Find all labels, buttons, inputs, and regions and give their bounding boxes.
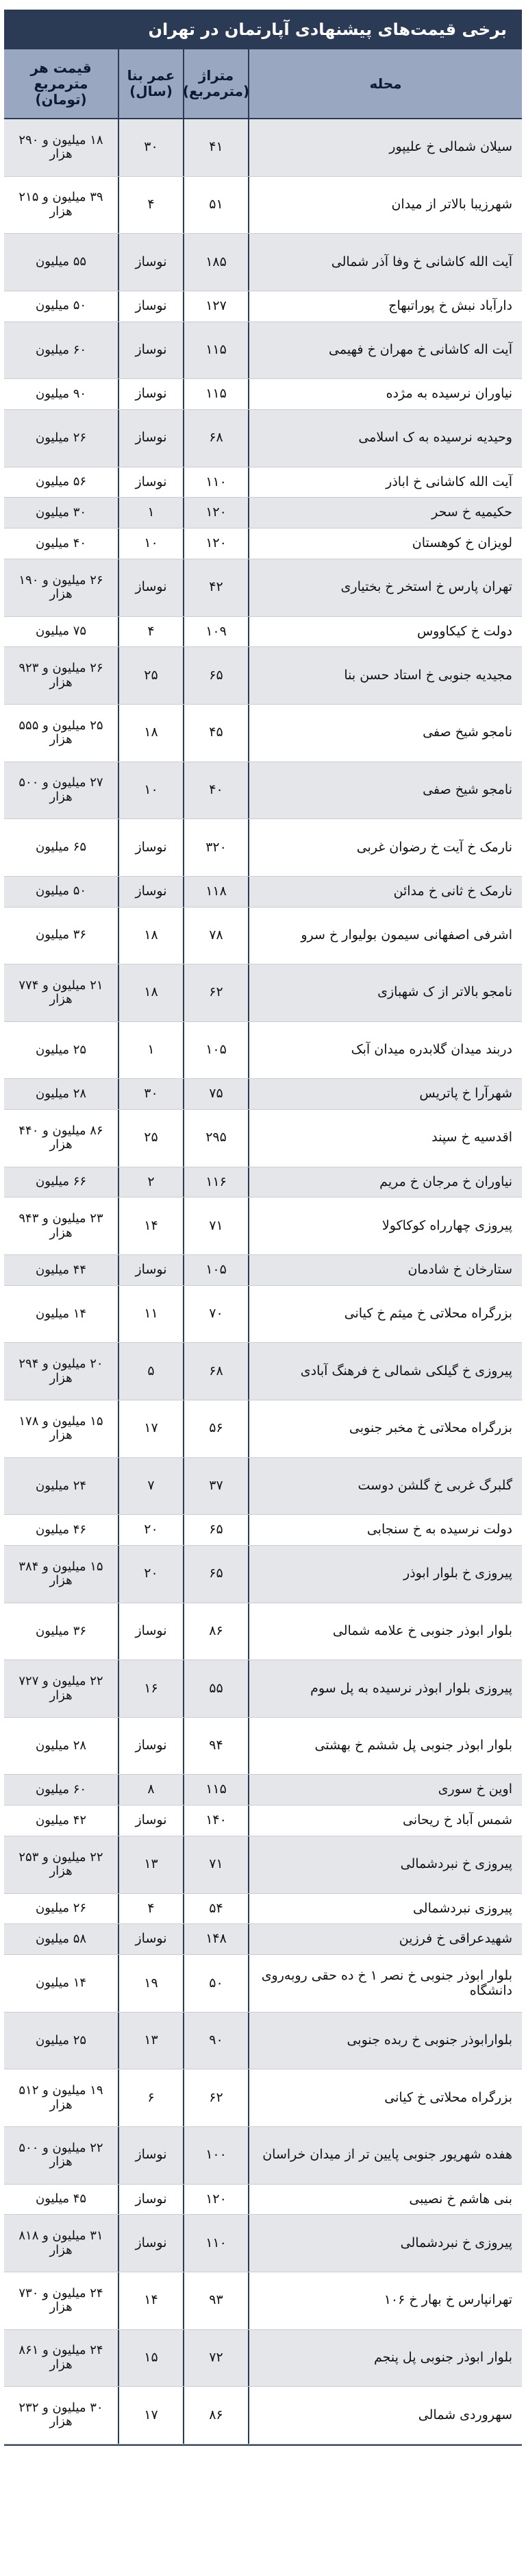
price-cell: ۴۶ میلیون	[35, 1522, 87, 1537]
age-cell: نوساز	[118, 2215, 183, 2272]
table-row	[4, 617, 522, 648]
age-cell: ۱	[118, 1022, 183, 1079]
area-cell: شهرزیبا بالاتر از میدان	[248, 177, 522, 234]
price-cell: ۳۹ میلیون و ۲۱۵ هزار	[18, 190, 103, 219]
price-cell: ۲۵ میلیون	[35, 2032, 87, 2048]
table-row	[4, 1806, 522, 1836]
area-cell: نامجو شیخ صفی	[248, 705, 522, 762]
price-cell: ۲۴ میلیون و ۷۳۰ هزار	[18, 2285, 103, 2315]
area-cell: نارمک خ ثانی خ مدائن	[248, 877, 522, 907]
table-row	[4, 2387, 522, 2444]
age-cell: ۱۷	[118, 2387, 183, 2444]
size-cell: ۸۶	[183, 1603, 248, 1660]
area-cell: دولت خ کیکاووس	[248, 617, 522, 647]
area-cell: تهران پارس خ استخر خ بختیاری	[248, 559, 522, 616]
size-cell: ۱۸۵	[183, 234, 248, 291]
area-cell: حکیمیه خ سحر	[248, 498, 522, 528]
size-cell: ۶۵	[183, 1546, 248, 1603]
size-cell: ۱۱۵	[183, 1775, 248, 1805]
area-cell: پیروزی نبردشمالی	[248, 1894, 522, 1924]
price-cell: ۵۶ میلیون	[35, 474, 87, 489]
area-cell: آیت الله کاشانی خ اباذر	[248, 467, 522, 498]
header-area: محله	[248, 49, 522, 118]
price-cell: ۲۴ میلیون و ۸۶۱ هزار	[18, 2343, 103, 2372]
table-row	[4, 1660, 522, 1718]
table-row	[4, 1546, 522, 1603]
area-cell: بلوار ابوذر جنوبی پل پنجم	[248, 2330, 522, 2387]
size-cell: ۱۰۰	[183, 2127, 248, 2184]
table-row	[4, 528, 522, 559]
price-cell: ۵۸ میلیون	[35, 1931, 87, 1946]
size-cell: ۶۲	[183, 2069, 248, 2126]
table-row	[4, 2013, 522, 2070]
table-row	[4, 1343, 522, 1400]
age-cell: ۶	[118, 2069, 183, 2126]
area-cell: شمس آباد خ ریحانی	[248, 1806, 522, 1836]
area-cell: نامجو بالاتر از ک شهبازی	[248, 964, 522, 1021]
size-cell: ۶۵	[183, 647, 248, 704]
size-cell: ۹۴	[183, 1718, 248, 1775]
age-cell: ۲۵	[118, 647, 183, 704]
price-cell: ۹۰ میلیون	[35, 386, 87, 401]
table-row	[4, 2069, 522, 2127]
table-row	[4, 498, 522, 528]
area-cell: هفده شهریور جنوبی پایین تر از میدان خراسان	[248, 2127, 522, 2184]
size-cell: ۱۱۰	[183, 2215, 248, 2272]
age-cell: نوساز	[118, 379, 183, 409]
area-cell: مجیدیه جنوبی خ استاد حسن بنا	[248, 647, 522, 704]
size-cell: ۳۲۰	[183, 819, 248, 876]
price-cell: ۵۰ میلیون	[35, 884, 87, 899]
age-cell: نوساز	[118, 234, 183, 291]
table-row	[4, 467, 522, 498]
price-cell: ۳۰ میلیون و ۲۳۲ هزار	[18, 2400, 103, 2429]
size-cell: ۱۲۰	[183, 498, 248, 528]
area-cell: بلوار ابوذر جنوبی پل ششم خ بهشتی	[248, 1718, 522, 1775]
table-row	[4, 2272, 522, 2330]
size-cell: ۴۲	[183, 559, 248, 616]
price-cell: ۵۰ میلیون	[35, 298, 87, 313]
price-cell: ۳۶ میلیون	[35, 927, 87, 943]
table-header	[4, 49, 522, 119]
age-cell: ۴	[118, 617, 183, 647]
area-cell: پیروزی خ نبردشمالی	[248, 2215, 522, 2272]
area-cell: بلوار ابوذر جنوبی خ نصر ۱ خ ده حقی روبه‌روی دانشگاه	[248, 1955, 522, 2012]
table-row	[4, 1603, 522, 1661]
size-cell: ۷۱	[183, 1836, 248, 1893]
price-cell: ۷۵ میلیون	[35, 624, 87, 639]
table-body	[4, 119, 522, 2446]
size-cell: ۹۰	[183, 2013, 248, 2069]
age-cell: نوساز	[118, 2127, 183, 2184]
table-row	[4, 1022, 522, 1080]
price-cell: ۲۷ میلیون و ۵۰۰ هزار	[18, 775, 103, 804]
size-cell: ۱۰۹	[183, 617, 248, 647]
age-cell: ۲۰	[118, 1546, 183, 1603]
header-price: قیمت هر مترمربع (تومان)	[30, 59, 92, 108]
age-cell: نوساز	[118, 322, 183, 379]
area-cell: تهرانپارس خ بهار خ ۱۰۶	[248, 2272, 522, 2329]
table-row	[4, 2127, 522, 2185]
price-cell: ۶۶ میلیون	[35, 1174, 87, 1189]
area-cell: نیاوران نرسیده به مژده	[248, 379, 522, 409]
price-cell: ۶۰ میلیون	[35, 1782, 87, 1797]
table-row	[4, 819, 522, 877]
price-cell: ۱۹ میلیون و ۵۱۲ هزار	[18, 2083, 103, 2112]
table-row	[4, 964, 522, 1022]
area-cell: وحیدیه نرسیده به ک اسلامی	[248, 410, 522, 467]
area-cell: شهرآرا خ پاتریس	[248, 1079, 522, 1109]
size-cell: ۷۵	[183, 1079, 248, 1109]
size-cell: ۴۱	[183, 119, 248, 176]
price-cell: ۳۱ میلیون و ۸۱۸ هزار	[18, 2228, 103, 2257]
area-cell: دولت نرسیده به خ سنجابی	[248, 1515, 522, 1545]
table-row	[4, 1110, 522, 1167]
size-cell: ۱۲۰	[183, 2185, 248, 2215]
price-cell: ۶۰ میلیون	[35, 342, 87, 357]
area-cell: نامجو شیخ صفی	[248, 762, 522, 819]
age-cell: ۱۸	[118, 908, 183, 964]
area-cell: سهروردی شمالی	[248, 2387, 522, 2444]
size-cell: ۱۰۵	[183, 1255, 248, 1285]
age-cell: ۱۷	[118, 1400, 183, 1457]
age-cell: نوساز	[118, 877, 183, 907]
area-cell: آیت اله کاشانی خ مهران خ فهیمی	[248, 322, 522, 379]
area-cell: بنی هاشم خ نصیبی	[248, 2185, 522, 2215]
size-cell: ۵۶	[183, 1400, 248, 1457]
age-cell: ۱۰	[118, 762, 183, 819]
price-cell: ۳۶ میلیون	[35, 1623, 87, 1638]
area-cell: بزرگراه محلاتی خ کیانی	[248, 2069, 522, 2126]
area-cell: سیلان شمالی خ علیپور	[248, 119, 522, 176]
age-cell: نوساز	[118, 559, 183, 616]
price-cell: ۲۶ میلیون	[35, 430, 87, 445]
table-row	[4, 177, 522, 234]
size-cell: ۱۴۸	[183, 1924, 248, 1954]
area-cell: اقدسیه خ سپند	[248, 1110, 522, 1167]
price-cell: ۲۱ میلیون و ۷۷۴ هزار	[18, 977, 103, 1007]
table-row	[4, 291, 522, 322]
area-cell: پیروزی بلوار ابوذر نرسیده به پل سوم	[248, 1660, 522, 1717]
table-row	[4, 410, 522, 467]
table-row	[4, 1079, 522, 1110]
area-cell: نارمک خ آیت خ رضوان غربی	[248, 819, 522, 876]
size-cell: ۸۶	[183, 2387, 248, 2444]
table-title: برخی قیمت‌های پیشنهادی آپارتمان در تهران	[4, 10, 522, 49]
area-cell: دربند میدان گلابدره میدان آبک	[248, 1022, 522, 1079]
size-cell: ۶۸	[183, 410, 248, 467]
age-cell: ۱۸	[118, 964, 183, 1021]
price-cell: ۴۵ میلیون	[35, 2191, 87, 2207]
size-cell: ۷۲	[183, 2330, 248, 2387]
price-cell: ۴۰ میلیون	[35, 535, 87, 550]
area-cell: لویزان خ کوهستان	[248, 528, 522, 559]
table-row	[4, 1718, 522, 1775]
table-row	[4, 705, 522, 762]
price-cell: ۲۵ میلیون	[35, 1042, 87, 1057]
age-cell: ۱۴	[118, 1198, 183, 1254]
table-row	[4, 379, 522, 410]
table-row	[4, 559, 522, 617]
age-cell: ۳۰	[118, 1079, 183, 1109]
price-cell: ۶۵ میلیون	[35, 840, 87, 855]
age-cell: نوساز	[118, 467, 183, 498]
size-cell: ۱۱۶	[183, 1167, 248, 1198]
age-cell: نوساز	[118, 819, 183, 876]
table-row	[4, 1400, 522, 1458]
age-cell: ۳۰	[118, 119, 183, 176]
age-cell: ۸	[118, 1775, 183, 1805]
size-cell: ۵۵	[183, 1660, 248, 1717]
area-cell: آیت الله کاشانی خ وفا آذر شمالی	[248, 234, 522, 291]
table-row	[4, 1286, 522, 1344]
table-row	[4, 1775, 522, 1806]
table-row	[4, 1955, 522, 2013]
area-cell: دارآباد نبش خ پوراتبهاج	[248, 291, 522, 321]
area-cell: اوین خ سوری	[248, 1775, 522, 1805]
age-cell: ۵	[118, 1343, 183, 1400]
age-cell: ۱۳	[118, 1836, 183, 1893]
age-cell: ۱۳	[118, 2013, 183, 2069]
price-cell: ۲۸ میلیون	[35, 1738, 87, 1753]
table-row	[4, 1167, 522, 1198]
area-cell: پیروزی خ نبردشمالی	[248, 1836, 522, 1893]
size-cell: ۶۵	[183, 1515, 248, 1545]
age-cell: نوساز	[118, 1718, 183, 1775]
price-cell: ۲۲ میلیون و ۵۰۰ هزار	[18, 2140, 103, 2170]
price-cell: ۱۵ میلیون و ۳۸۴ هزار	[18, 1559, 103, 1588]
size-cell: ۱۰۵	[183, 1022, 248, 1079]
area-cell: بلوار ابوذر جنوبی خ علامه شمالی	[248, 1603, 522, 1660]
price-cell: ۵۵ میلیون	[35, 254, 87, 269]
price-cell: ۲۶ میلیون	[35, 1901, 87, 1916]
table-row	[4, 234, 522, 291]
price-cell: ۲۶ میلیون و ۹۲۳ هزار	[18, 660, 103, 690]
size-cell: ۴۵	[183, 705, 248, 762]
price-cell: ۲۲ میلیون و ۷۲۷ هزار	[18, 1673, 103, 1703]
size-cell: ۱۱۵	[183, 379, 248, 409]
table-row	[4, 1198, 522, 1255]
price-cell: ۲۵ میلیون و ۵۵۵ هزار	[18, 718, 103, 747]
size-cell: ۵۱	[183, 177, 248, 234]
size-cell: ۷۸	[183, 908, 248, 964]
age-cell: نوساز	[118, 1924, 183, 1954]
size-cell: ۱۱۵	[183, 322, 248, 379]
age-cell: ۲۰	[118, 1515, 183, 1545]
table-row	[4, 1515, 522, 1546]
table-row	[4, 1894, 522, 1925]
area-cell: نیاوران خ مرجان خ مریم	[248, 1167, 522, 1198]
area-cell: اشرفی اصفهانی سیمون بولیوار خ سرو	[248, 908, 522, 964]
size-cell: ۳۷	[183, 1458, 248, 1515]
area-cell: گلبرگ غربی خ گلشن دوست	[248, 1458, 522, 1515]
table-row	[4, 2330, 522, 2387]
age-cell: نوساز	[118, 1255, 183, 1285]
price-cell: ۲۲ میلیون و ۲۵۳ هزار	[18, 1849, 103, 1879]
age-cell: نوساز	[118, 1806, 183, 1836]
area-cell: شهیدعراقی خ فرزین	[248, 1924, 522, 1954]
price-cell: ۲۶ میلیون و ۱۹۰ هزار	[18, 572, 103, 602]
price-cell: ۲۴ میلیون	[35, 1478, 87, 1493]
price-cell: ۳۰ میلیون	[35, 505, 87, 520]
price-cell: ۲۰ میلیون و ۲۹۴ هزار	[18, 1357, 103, 1385]
header-age: عمر بنا (سال)	[118, 49, 183, 118]
area-cell: بزرگراه محلاتی خ مخبر جنوبی	[248, 1400, 522, 1457]
size-cell: ۵۰	[183, 1955, 248, 2012]
header-size: متراژ (مترمربع)	[183, 49, 248, 118]
size-cell: ۷۱	[183, 1198, 248, 1254]
table-row	[4, 1924, 522, 1955]
table-row	[4, 2215, 522, 2272]
price-cell: ۲۸ میلیون	[35, 1086, 87, 1101]
table-row	[4, 908, 522, 965]
age-cell: ۱۸	[118, 705, 183, 762]
age-cell: نوساز	[118, 410, 183, 467]
age-cell: نوساز	[118, 2185, 183, 2215]
table-row	[4, 877, 522, 908]
price-cell: ۱۵ میلیون و ۱۷۸ هزار	[18, 1413, 103, 1443]
age-cell: ۱	[118, 498, 183, 528]
age-cell: ۱۴	[118, 2272, 183, 2329]
table-row	[4, 1255, 522, 1286]
price-cell: ۱۸ میلیون و ۲۹۰ هزار	[18, 132, 103, 162]
age-cell: نوساز	[118, 291, 183, 321]
price-cell: ۴۴ میلیون	[35, 1262, 87, 1277]
size-cell: ۷۰	[183, 1286, 248, 1343]
size-cell: ۵۴	[183, 1894, 248, 1924]
age-cell: ۱۰	[118, 528, 183, 559]
age-cell: ۷	[118, 1458, 183, 1515]
age-cell: ۴	[118, 177, 183, 234]
age-cell: ۲	[118, 1167, 183, 1198]
table-row	[4, 2185, 522, 2215]
area-cell: ستارخان خ شادمان	[248, 1255, 522, 1285]
table-row	[4, 647, 522, 705]
table-row	[4, 1458, 522, 1516]
area-cell: پیروزی چهارراه کوکاکولا	[248, 1198, 522, 1254]
price-cell: ۴۲ میلیون	[35, 1812, 87, 1827]
size-cell: ۹۳	[183, 2272, 248, 2329]
price-cell: ۱۴ میلیون	[35, 1976, 87, 1991]
size-cell: ۶۲	[183, 964, 248, 1021]
size-cell: ۱۲۷	[183, 291, 248, 321]
age-cell: ۱۵	[118, 2330, 183, 2387]
area-cell: بلوارابوذر جنوبی خ ربده جنوبی	[248, 2013, 522, 2069]
age-cell: ۱۶	[118, 1660, 183, 1717]
table-row	[4, 762, 522, 820]
table-row	[4, 119, 522, 177]
table-row	[4, 1836, 522, 1894]
area-cell: پیروزی خ گیلکی شمالی خ فرهنگ آبادی	[248, 1343, 522, 1400]
size-cell: ۱۱۸	[183, 877, 248, 907]
age-cell: ۱۱	[118, 1286, 183, 1343]
size-cell: ۲۹۵	[183, 1110, 248, 1167]
price-cell: ۸۶ میلیون و ۴۴۰ هزار	[18, 1123, 103, 1152]
age-cell: نوساز	[118, 1603, 183, 1660]
area-cell: پیروزی خ بلوار ابوذر	[248, 1546, 522, 1603]
price-cell: ۲۳ میلیون و ۹۴۳ هزار	[18, 1211, 103, 1240]
age-cell: ۱۹	[118, 1955, 183, 2012]
price-cell: ۱۴ میلیون	[35, 1306, 87, 1321]
table-row	[4, 322, 522, 380]
size-cell: ۱۱۰	[183, 467, 248, 498]
age-cell: ۲۵	[118, 1110, 183, 1167]
age-cell: ۴	[118, 1894, 183, 1924]
size-cell: ۱۲۰	[183, 528, 248, 559]
size-cell: ۶۸	[183, 1343, 248, 1400]
area-cell: بزرگراه محلاتی خ میثم خ کیانی	[248, 1286, 522, 1343]
size-cell: ۴۰	[183, 762, 248, 819]
size-cell: ۱۴۰	[183, 1806, 248, 1836]
